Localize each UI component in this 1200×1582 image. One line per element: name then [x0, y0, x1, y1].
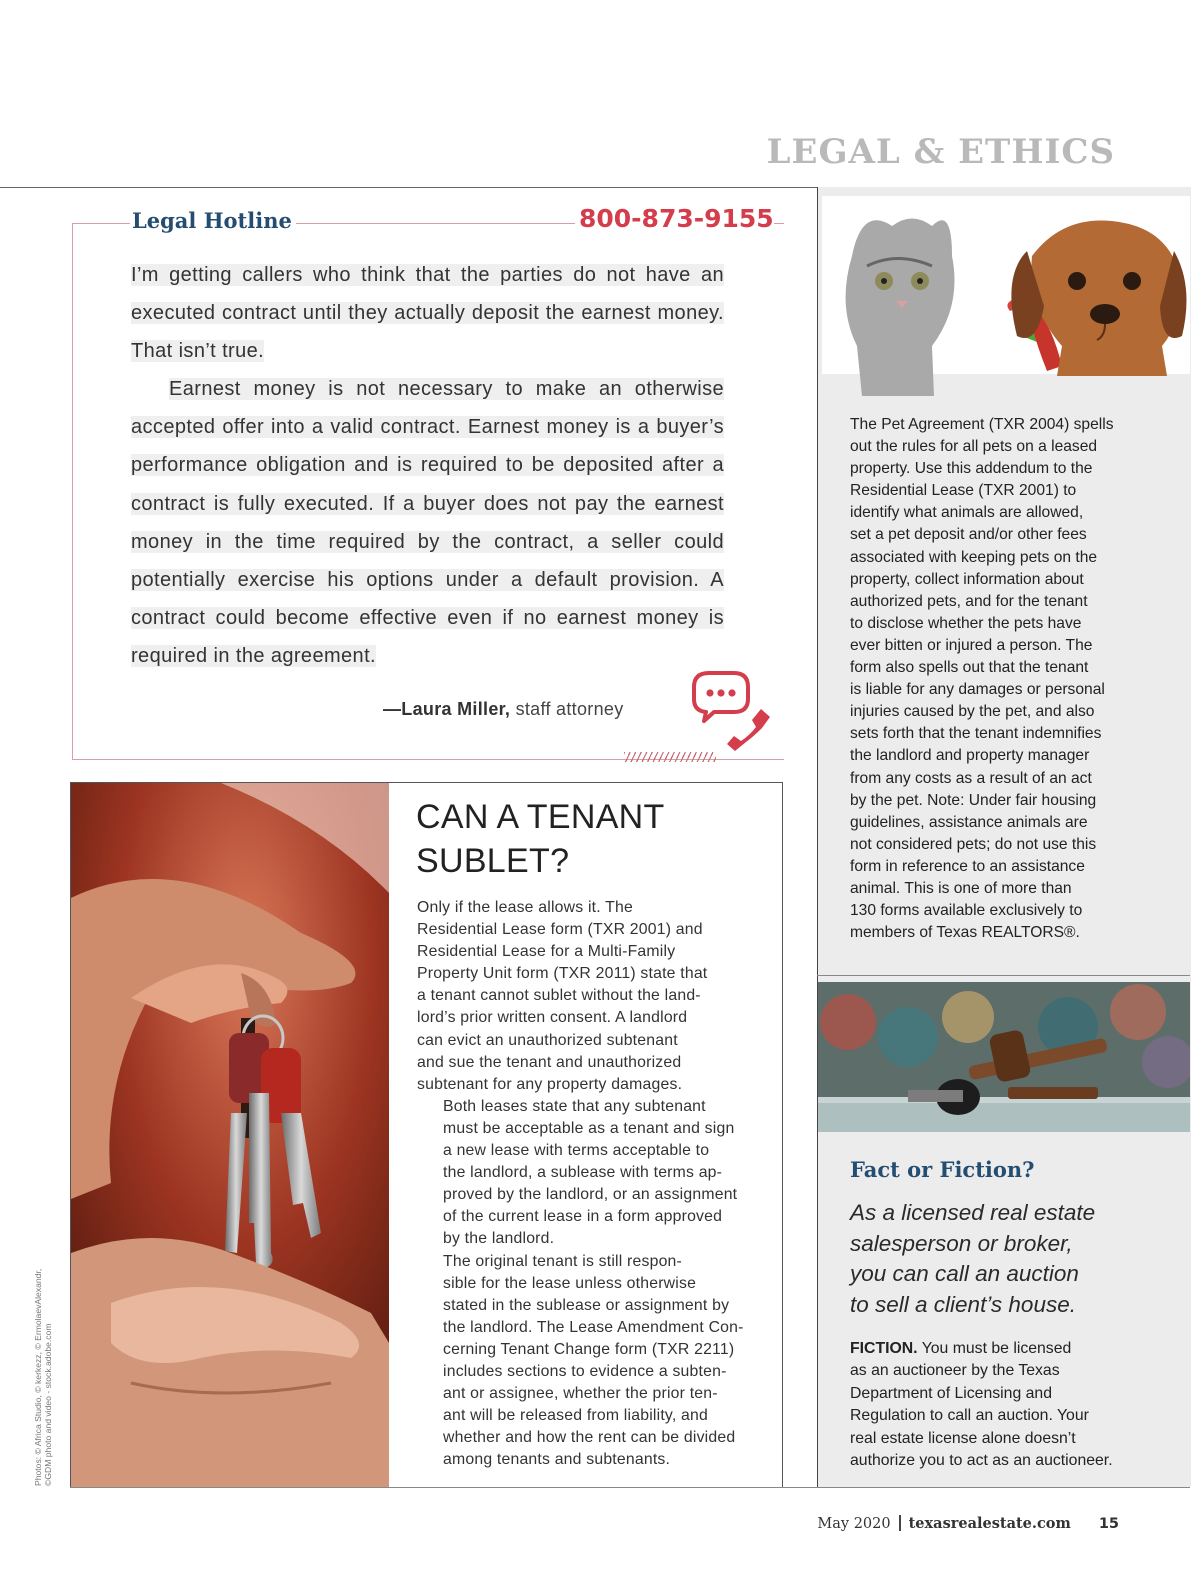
- sidebar-divider: [817, 975, 1190, 976]
- photo-credit: [33, 1269, 53, 1486]
- sublet-line: sible for the lease unless otherwise: [443, 1274, 697, 1292]
- issue-date: May 2020: [817, 1516, 891, 1532]
- sublet-heading-line: CAN A TENANT: [416, 798, 665, 836]
- fact-answer: [850, 1338, 1150, 1472]
- sublet-line: by the landlord.: [443, 1230, 555, 1248]
- pets-line: associated with keeping pets on the: [850, 548, 1098, 566]
- pets-line: not considered pets; do not use this: [850, 835, 1097, 853]
- fact-answer-line: Regulation to call an auction. Your: [850, 1407, 1089, 1425]
- sublet-line: includes sections to evidence a subten-: [443, 1362, 727, 1380]
- bottom-divider: [70, 1487, 1190, 1488]
- pets-line: the landlord and property manager: [850, 747, 1090, 765]
- top-divider: [0, 187, 817, 188]
- sublet-line: stated in the sublease or assignment by: [443, 1296, 730, 1314]
- sublet-line: whether and how the rent can be divided: [443, 1429, 736, 1447]
- fact-answer-line: real estate license alone doesn’t: [850, 1429, 1076, 1447]
- pets-line: is liable for any damages or personal: [850, 681, 1105, 699]
- pets-line: property, collect information about: [850, 570, 1084, 588]
- sublet-line: Only if the lease allows it. The: [417, 899, 633, 916]
- sublet-line: lord’s prior written consent. A landlord: [417, 1009, 688, 1027]
- sublet-heading: [416, 795, 756, 883]
- sublet-line: among tenants and subtenants.: [443, 1451, 671, 1469]
- sublet-line: and sue the tenant and unauthorized: [417, 1053, 682, 1071]
- fact-or-fiction-heading: Fact or Fiction?: [850, 1157, 1035, 1182]
- fact-answer-line: You must be licensed: [921, 1340, 1072, 1357]
- pets-line: members of Texas REALTORS®.: [850, 924, 1080, 942]
- hotline-answer: [131, 256, 724, 675]
- sublet-line: proved by the landlord, or an assignment: [443, 1186, 738, 1204]
- sublet-line: can evict an unauthorized subtenant: [417, 1031, 678, 1049]
- sublet-line: the landlord, a sublease with terms ap-: [443, 1164, 723, 1182]
- sublet-line: Residential Lease for a Multi-Family: [417, 943, 676, 961]
- sublet-line: must be acceptable as a tenant and sign: [443, 1119, 735, 1137]
- pets-line: to disclose whether the pets have: [850, 614, 1082, 632]
- fact-answer-label: FICTION.: [850, 1340, 918, 1357]
- fact-question-line: you can call an auction: [850, 1261, 1079, 1286]
- sublet-line: of the current lease in a form approved: [443, 1208, 723, 1226]
- pets-line: identify what animals are allowed,: [850, 504, 1084, 522]
- fact-answer-line: Department of Licensing and: [850, 1384, 1052, 1402]
- attribution-role: staff attorney: [515, 699, 624, 719]
- pets-line: set a pet deposit and/or other fees: [850, 526, 1087, 544]
- hotline-phone-number[interactable]: 800-873-9155: [575, 204, 774, 233]
- pets-line: form also spells out that the tenant: [850, 659, 1089, 677]
- pets-line: 130 forms available exclusively to: [850, 902, 1083, 920]
- fact-answer-line: authorize you to act as an auctioneer.: [850, 1452, 1113, 1470]
- pets-line: sets forth that the tenant indemnifies: [850, 725, 1102, 743]
- gavel-illustration: [818, 982, 1190, 1132]
- pets-line: by the pet. Note: Under fair housing: [850, 791, 1097, 809]
- speech-bubble-phone-icon: [682, 665, 782, 765]
- attribution: [383, 699, 624, 720]
- keys-handover-photo: [71, 783, 389, 1487]
- pets-line: injuries caused by the pet, and also: [850, 703, 1095, 721]
- sublet-line: Property Unit form (TXR 2011) state that: [417, 965, 708, 983]
- fact-question: [850, 1198, 1170, 1320]
- pets-line: form in reference to an assistance: [850, 857, 1085, 875]
- gavel-photo: [818, 982, 1190, 1132]
- fact-question-line: to sell a client’s house.: [850, 1291, 1076, 1317]
- pets-line: guidelines, assistance animals are: [850, 813, 1088, 831]
- sublet-line: a new lease with terms acceptable to: [443, 1142, 710, 1160]
- footer-separator: [899, 1515, 901, 1531]
- pets-line: from any costs as a result of an act: [850, 769, 1092, 787]
- sublet-line: the landlord. The Lease Amendment Con-: [443, 1318, 744, 1336]
- page-number: 15: [1098, 1516, 1119, 1532]
- decorative-hatch: [624, 752, 716, 762]
- section-title: LEGAL & ETHICS: [766, 132, 1115, 172]
- hotline-label: Legal Hotline: [130, 208, 296, 233]
- pets-photo: [822, 196, 1190, 418]
- pets-line: The Pet Agreement (TXR 2004) spells: [850, 416, 1114, 433]
- sublet-line: cerning Tenant Change form (TXR 2211): [443, 1340, 735, 1358]
- pets-line: out the rules for all pets on a leased: [850, 438, 1098, 456]
- page-footer: [817, 1515, 1119, 1532]
- sublet-line: The original tenant is still respon-: [443, 1252, 683, 1270]
- pets-line: animal. This is one of more than: [850, 879, 1072, 897]
- pets-line: property. Use this addendum to the: [850, 460, 1093, 478]
- sublet-line: Both leases state that any subtenant: [443, 1097, 706, 1115]
- website-link[interactable]: texasrealestate.com: [908, 1515, 1071, 1532]
- hotline-paragraph: Earnest money is not necessary to make an otherwise accepted offer into a valid contract. Earnest money is a buyer’s performance obligation and is required to be deposited after a contract is fully executed. If a buyer does not pay the earnest money in the time required by the contract, a seller could potentially exercise his options under a default provision. A contract could become effective even if no earnest money is required in the agreement.: [131, 378, 724, 667]
- pets-line: Residential Lease (TXR 2001) to: [850, 482, 1077, 500]
- sublet-line: ant or assignee, whether the prior ten-: [443, 1385, 718, 1403]
- pets-line: ever bitten or injured a person. The: [850, 636, 1093, 654]
- sublet-line: Residential Lease form (TXR 2001) and: [417, 921, 703, 939]
- sublet-body: [417, 897, 744, 1471]
- sublet-line: ant will be released from liability, and: [443, 1407, 708, 1425]
- fact-question-line: As a licensed real estate: [850, 1200, 1096, 1225]
- pets-illustration: [822, 196, 1190, 418]
- sublet-line: subtenant for any property damages.: [417, 1075, 683, 1093]
- hotline-paragraph: I’m getting callers who think that the parties do not have an executed contract until they actually deposit the earnest money. That isn’t true.: [131, 264, 724, 363]
- pets-line: authorized pets, and for the tenant: [850, 592, 1088, 610]
- keys-illustration: [71, 783, 389, 1487]
- photo-credit-line: ©GDM photo and video - stock.adobe.com: [43, 1323, 53, 1486]
- fact-answer-line: as an auctioneer by the Texas: [850, 1362, 1060, 1380]
- pet-agreement-text: [850, 414, 1140, 944]
- attribution-name: —Laura Miller,: [383, 699, 511, 719]
- photo-credit-line: Photos: © Africa Studio, © kerkezz, © ErmolaevAlexandr,: [33, 1268, 43, 1486]
- sublet-heading-line: SUBLET?: [416, 842, 570, 880]
- fact-question-line: salesperson or broker,: [850, 1230, 1073, 1256]
- sublet-line: a tenant cannot sublet without the land-: [417, 987, 701, 1005]
